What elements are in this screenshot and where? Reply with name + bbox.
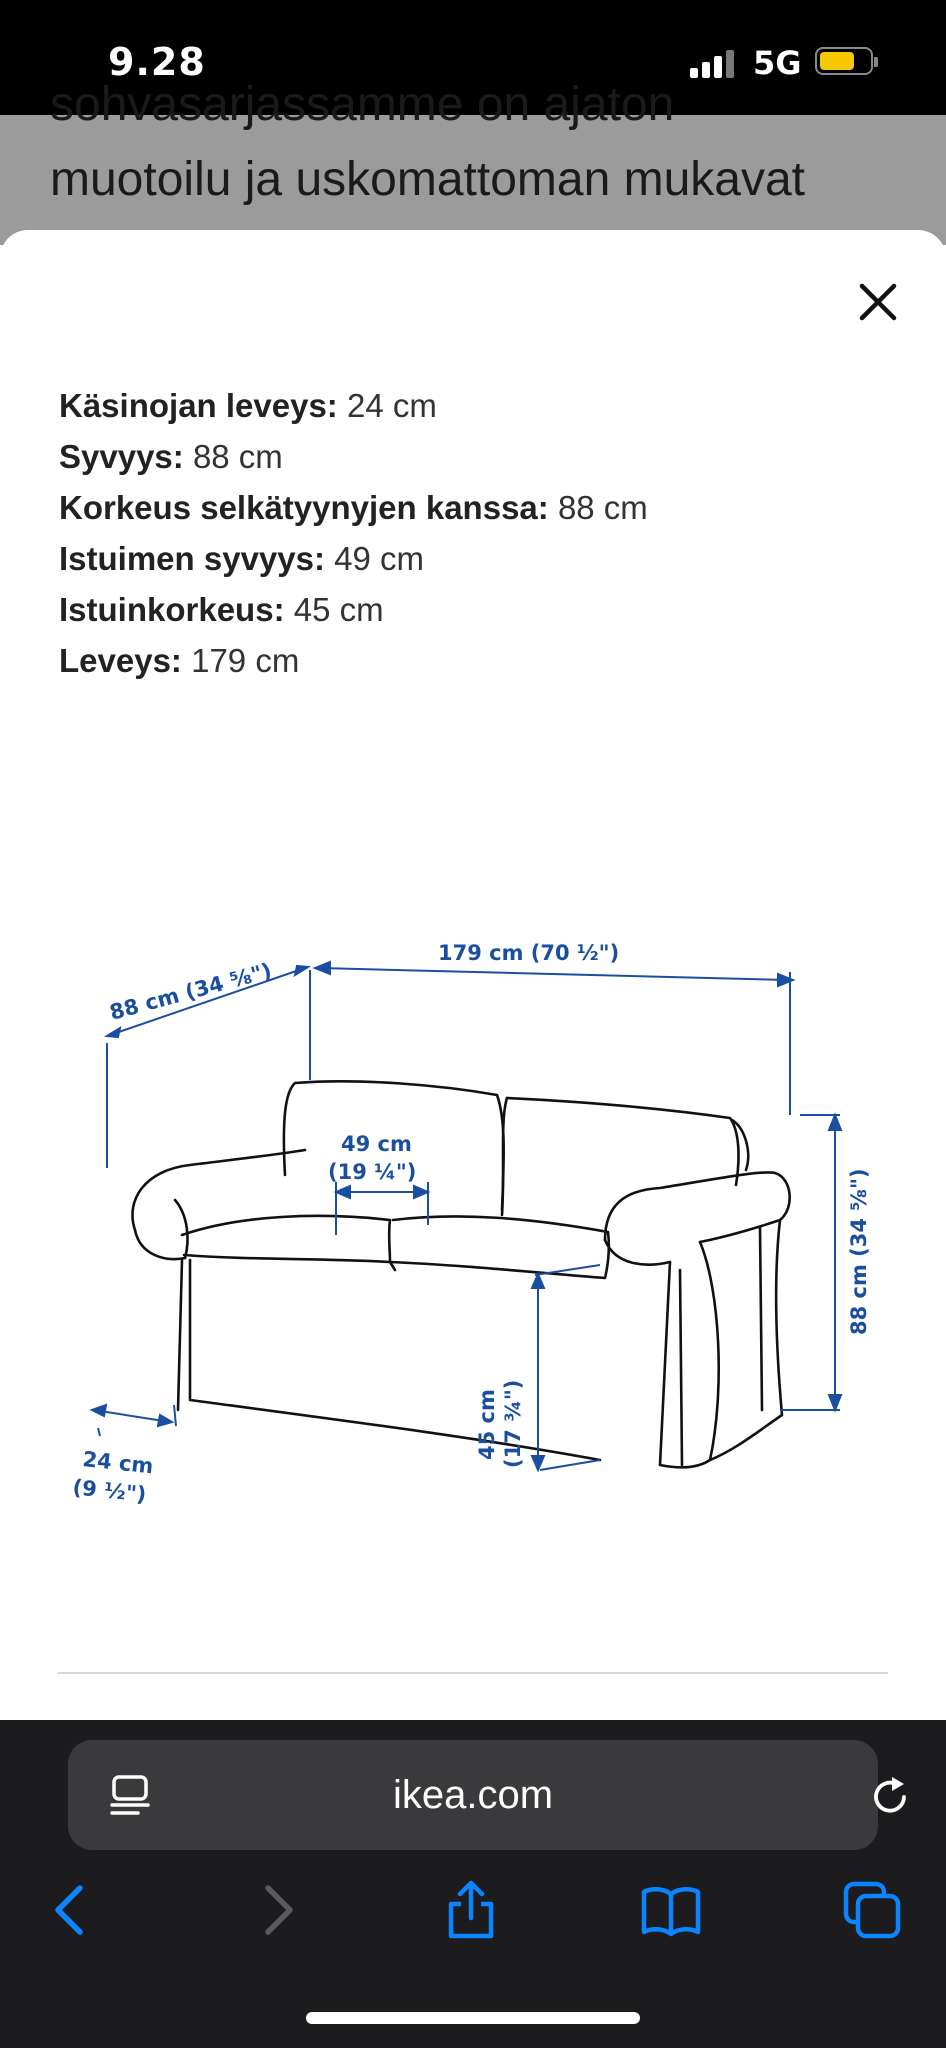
dimension-row: Istuimen syvyys: 49 cm [59, 540, 425, 577]
dimension-row: Syvyys: 88 cm [59, 438, 283, 475]
signal-icon [690, 48, 740, 78]
backdrop-text-line-2: muotoilu ja uskomattoman mukavat [50, 153, 806, 206]
dimensions-sheet [0, 230, 946, 1720]
seat-depth-in-label: (19 ¼") [328, 1160, 417, 1184]
sofa-dimension-diagram [60, 870, 900, 1507]
dimension-row: Leveys: 179 cm [59, 642, 300, 679]
network-type: 5G [753, 44, 802, 82]
tabs-icon[interactable] [842, 1880, 902, 1940]
chevron-right-icon[interactable] [246, 1880, 306, 1940]
close-button[interactable] [852, 276, 904, 328]
close-icon [852, 276, 904, 328]
arm-width-cm-label: 24 cm [81, 1447, 155, 1479]
reload-icon[interactable] [868, 1773, 914, 1819]
url-text[interactable]: ikea.com [392, 1772, 554, 1817]
depth-label: 88 cm (34 ⅝") [107, 958, 275, 1025]
sofa-drawing [132, 1081, 789, 1467]
home-indicator [306, 2012, 640, 2024]
dimension-row: Käsinojan leveys: 24 cm [59, 387, 437, 424]
dimensions-list [59, 380, 648, 686]
page-backdrop [0, 78, 946, 245]
seat-depth-cm-label: 49 cm [341, 1132, 412, 1156]
chevron-left-icon[interactable] [42, 1880, 102, 1940]
battery-icon [815, 47, 873, 75]
arm-width-in-label: (9 ½") [71, 1475, 148, 1507]
book-icon[interactable] [641, 1880, 701, 1940]
dimension-row: Korkeus selkätyynyjen kanssa: 88 cm [59, 489, 648, 526]
seat-height-cm-label: 45 cm [475, 1389, 499, 1460]
backdrop-text-line-1: sohvasarjassamme on ajaton [50, 78, 675, 131]
browser-chrome [0, 1720, 946, 2048]
share-icon[interactable] [441, 1880, 501, 1940]
dimension-labels [71, 941, 871, 1507]
width-label: 179 cm (70 ½") [438, 941, 620, 965]
dimension-row: Istuinkorkeus: 45 cm [59, 591, 384, 628]
height-label: 88 cm (34 ⅝") [847, 1168, 871, 1335]
seat-height-in-label: (17 ¾") [501, 1379, 525, 1468]
divider [58, 1672, 888, 1674]
address-bar[interactable] [68, 1740, 878, 1850]
status-time: 9.28 [108, 40, 206, 84]
